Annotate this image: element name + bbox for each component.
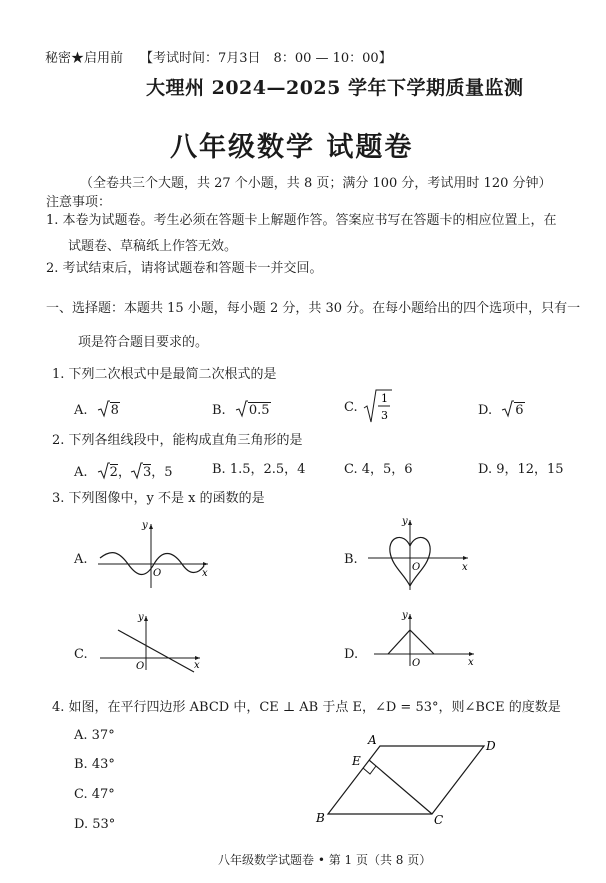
- q1-option-d-label: D.: [478, 403, 493, 418]
- paper-title: 八年级数学 试题卷: [170, 132, 414, 163]
- question-3-stem: 3. 下列图像中，y 不是 x 的函数的是: [52, 491, 265, 506]
- point-c-label: C: [434, 813, 444, 827]
- q3-graph-c-x-label: x: [194, 660, 200, 671]
- q1-option-c-numerator: 1: [381, 392, 388, 405]
- sqrt-icon: [98, 401, 110, 417]
- notice-label: 注意事项：: [46, 195, 112, 210]
- q3-option-a-label: A.: [74, 552, 88, 567]
- q3-graph-c: [98, 612, 208, 674]
- question-2-stem: 2. 下列各组线段中，能构成直角三角形的是: [52, 433, 303, 448]
- question-4-stem: 4. 如图，在平行四边形 ABCD 中，CE ⊥ AB 于点 E，∠D = 53°，则∠BCE 的度数是: [52, 700, 561, 715]
- q3-option-d-label: D.: [344, 647, 359, 662]
- q2-option-c: C. 4，5，6: [344, 462, 413, 477]
- notice-item-1-cont: 试题卷、草稿纸上作答无效。: [68, 239, 238, 254]
- q1-option-a-value: 8: [110, 403, 119, 418]
- q1-option-b-value: 0.5: [248, 403, 270, 418]
- q2-option-a: A. 2， 3，5: [74, 465, 173, 480]
- q4-option-a: A. 37°: [74, 728, 115, 743]
- q3-graph-a-origin: O: [153, 568, 162, 579]
- q3-graph-d: [372, 610, 482, 670]
- sqrt-icon: [502, 401, 514, 417]
- sqrt-icon: [236, 401, 248, 417]
- sqrt-icon: [131, 463, 143, 479]
- page-footer: 八年级数学试题卷 • 第 1 页（共 8 页）: [218, 853, 432, 867]
- q2-option-d: D. 9，12，15: [478, 462, 564, 477]
- parallelogram-figure: [316, 733, 516, 827]
- q3-graph-b-origin: O: [412, 562, 421, 573]
- q3-graph-d-origin: O: [412, 658, 421, 669]
- exam-time: 【考试时间：7月3日 8：00 — 10：00】: [140, 51, 392, 66]
- q4-option-d: D. 53°: [74, 817, 116, 832]
- q3-graph-d-x-label: x: [468, 657, 474, 668]
- q1-option-c-fraction: [364, 388, 404, 424]
- q3-option-b-label: B.: [344, 552, 358, 567]
- point-b-label: B: [316, 811, 325, 825]
- q1-option-a-label: A.: [74, 403, 88, 418]
- q3-graph-b: [366, 516, 476, 592]
- q3-graph-b-y-label: y: [402, 516, 408, 527]
- q2-option-a-label: A.: [74, 465, 88, 480]
- q1-option-a: [74, 401, 120, 417]
- q1-option-c: [344, 401, 358, 414]
- q3-graph-a: [96, 520, 216, 590]
- notice-item-1: 1. 本卷为试题卷。考生必须在答题卡上解题作答。答案应书写在答题卡的相应位置上，在: [46, 213, 557, 228]
- confidential-label: 秘密★启用前: [45, 51, 124, 66]
- q1-option-b-label: B.: [212, 403, 226, 418]
- question-1-stem: 1. 下列二次根式中是最简二次根式的是: [52, 367, 277, 382]
- q1-option-b: [212, 401, 271, 417]
- q2-option-a-value-3: ，5: [151, 465, 173, 480]
- q3-option-c-label: C.: [74, 647, 88, 662]
- q3-graph-c-origin: O: [136, 661, 145, 672]
- exam-title: 大理州 2024—2025 学年下学期质量监测: [146, 77, 524, 99]
- q3-graph-c-y-label: y: [138, 612, 144, 623]
- q3-graph-d-y-label: y: [402, 610, 408, 621]
- sqrt-icon: [98, 463, 110, 479]
- section-heading: 一、选择题：本题共 15 小题，每小题 2 分，共 30 分。在每小题给出的四个选项中，只有一: [46, 301, 581, 316]
- exam-summary: （全卷共三个大题，共 27 个小题，共 8 页；满分 100 分，考试用时 120 分钟）: [80, 176, 552, 191]
- q2-option-a-value-2: 3: [142, 465, 152, 480]
- q3-graph-a-x-label: x: [202, 568, 208, 579]
- q3-graph-a-y-label: y: [142, 520, 148, 531]
- q4-option-c: C. 47°: [74, 787, 115, 802]
- q1-option-c-denominator: 3: [381, 409, 388, 422]
- q4-option-b: B. 43°: [74, 757, 115, 772]
- section-heading-cont: 项是符合题目要求的。: [78, 335, 209, 350]
- q1-option-c-label: C.: [344, 400, 358, 415]
- notice-item-2: 2. 考试结束后，请将试题卷和答题卡一并交回。: [46, 261, 323, 276]
- q1-option-d: [478, 401, 525, 417]
- point-d-label: D: [486, 739, 496, 753]
- q2-option-a-value-1: 2: [109, 465, 118, 480]
- q2-option-b: B. 1.5，2.5，4: [212, 462, 306, 477]
- point-a-label: A: [368, 733, 377, 747]
- q1-option-d-value: 6: [515, 403, 524, 418]
- q3-graph-b-x-label: x: [462, 562, 468, 573]
- point-e-label: E: [352, 754, 361, 768]
